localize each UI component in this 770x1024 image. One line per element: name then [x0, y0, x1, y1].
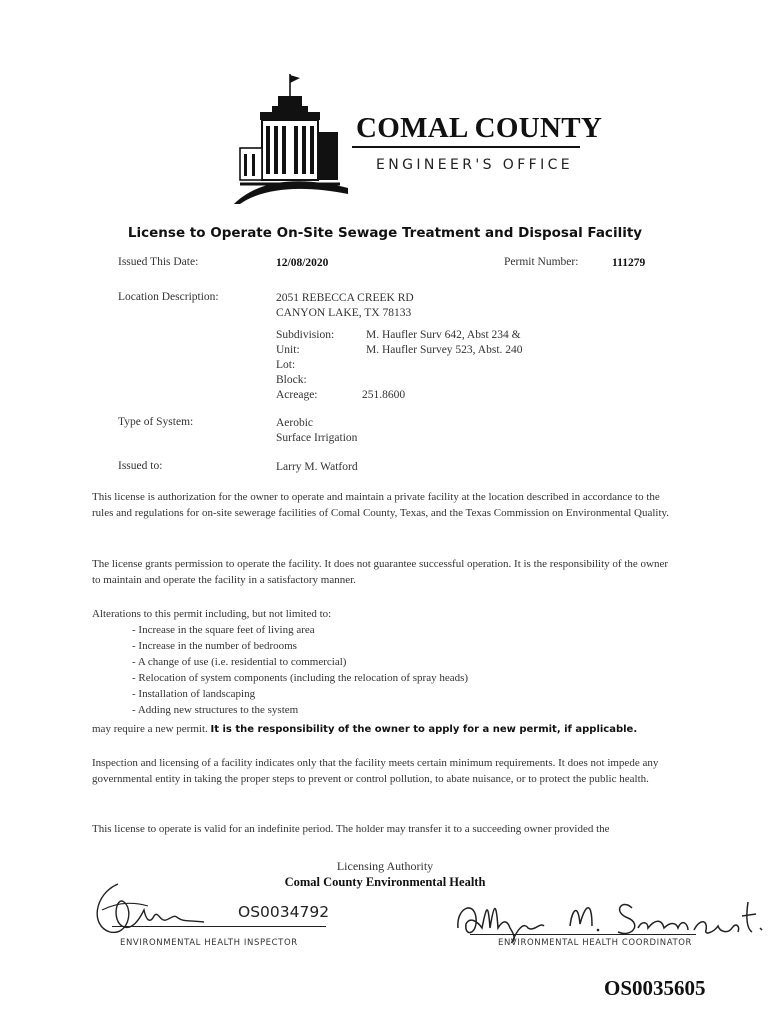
system-type-label: Type of System:: [118, 416, 194, 428]
permit-number-label: Permit Number:: [504, 256, 579, 268]
inspector-signature-icon: [88, 880, 208, 940]
acreage-value: 251.8600: [362, 389, 406, 401]
system-type-line-1: Aerobic: [276, 417, 314, 429]
footer-document-code: OS0035605: [604, 976, 706, 1000]
issued-to-value: Larry M. Watford: [276, 461, 358, 473]
paragraph-validity: This license to operate is valid for an indefinite period. The holder may transfer it to a succeeding owner provided the: [92, 823, 610, 835]
new-permit-notice: [92, 721, 672, 738]
list-item: - Relocation of system components (including the relocation of spray heads): [132, 670, 468, 686]
location-label: Location Description:: [118, 291, 219, 303]
inspector-caption: ENVIRONMENTAL HEALTH INSPECTOR: [120, 938, 298, 948]
list-item: - Increase in the number of bedrooms: [132, 638, 468, 654]
location-line-2: CANYON LAKE, TX 78133: [276, 307, 412, 319]
list-item: - Installation of landscaping: [132, 686, 468, 702]
paragraph-permission: The license grants permission to operate the facility. It does not guarantee successful operation. It is the responsibility of the owner to maintain and operate the facility in a satisfactory manner.: [92, 558, 669, 586]
document-title: License to Operate On-Site Sewage Treatment and Disposal Facility: [127, 225, 643, 241]
paragraph-inspection: Inspection and licensing of a facility indicates only that the facility meets certain minimum requirements. It does not impede any governmental entity in taking the proper steps to prevent or control pollution, to abate nuisance, or to protect the public health.: [92, 757, 659, 785]
licensing-authority-line: Licensing Authority: [336, 859, 434, 873]
org-subtitle: ENGINEER'S OFFICE: [376, 157, 574, 173]
coordinator-caption: ENVIRONMENTAL HEALTH COORDINATOR: [498, 938, 693, 948]
new-permit-notice-plain: may require a new permit.: [92, 723, 208, 735]
issued-date-label: Issued This Date:: [118, 256, 199, 268]
list-item: - Increase in the square feet of living area: [132, 622, 468, 638]
inspector-code: OS0034792: [238, 903, 330, 921]
unit-label: Unit:: [276, 344, 300, 356]
subdivision-line-1: M. Haufler Surv 642, Abst 234 &: [366, 329, 521, 341]
header-divider: [352, 146, 580, 148]
alterations-intro: Alterations to this permit including, but not limited to:: [92, 608, 332, 620]
list-item: - Adding new structures to the system: [132, 702, 468, 718]
acreage-label: Acreage:: [276, 389, 318, 401]
block-label: Block:: [276, 374, 307, 386]
list-item: - A change of use (i.e. residential to commercial): [132, 654, 468, 670]
subdivision-line-2: M. Haufler Survey 523, Abst. 240: [366, 344, 523, 356]
org-name: COMAL COUNTY: [356, 112, 603, 144]
inspector-signature-line: [112, 926, 326, 927]
issued-date-value: 12/08/2020: [276, 257, 329, 269]
issued-to-label: Issued to:: [118, 460, 163, 472]
coordinator-signature-icon: [452, 888, 768, 944]
paragraph-authorization: This license is authorization for the owner to operate and maintain a private facility at the location described in accordance to the rules and regulations for on-site sewerage facilities of Comal County, Texas, and the Texas Commission on Environmental Quality.: [92, 491, 670, 519]
licensing-authority-name: Comal County Environmental Health: [284, 875, 486, 889]
lot-label: Lot:: [276, 359, 296, 371]
subdivision-label: Subdivision:: [276, 329, 335, 341]
location-line-1: 2051 REBECCA CREEK RD: [276, 292, 414, 304]
courthouse-logo-icon: [232, 72, 350, 206]
alterations-list: [132, 622, 468, 718]
permit-number-value: 111279: [612, 257, 646, 269]
system-type-line-2: Surface Irrigation: [276, 432, 358, 444]
new-permit-notice-bold: It is the responsibility of the owner to apply for a new permit, if applicable.: [210, 724, 638, 735]
coordinator-signature-line: [470, 934, 696, 935]
